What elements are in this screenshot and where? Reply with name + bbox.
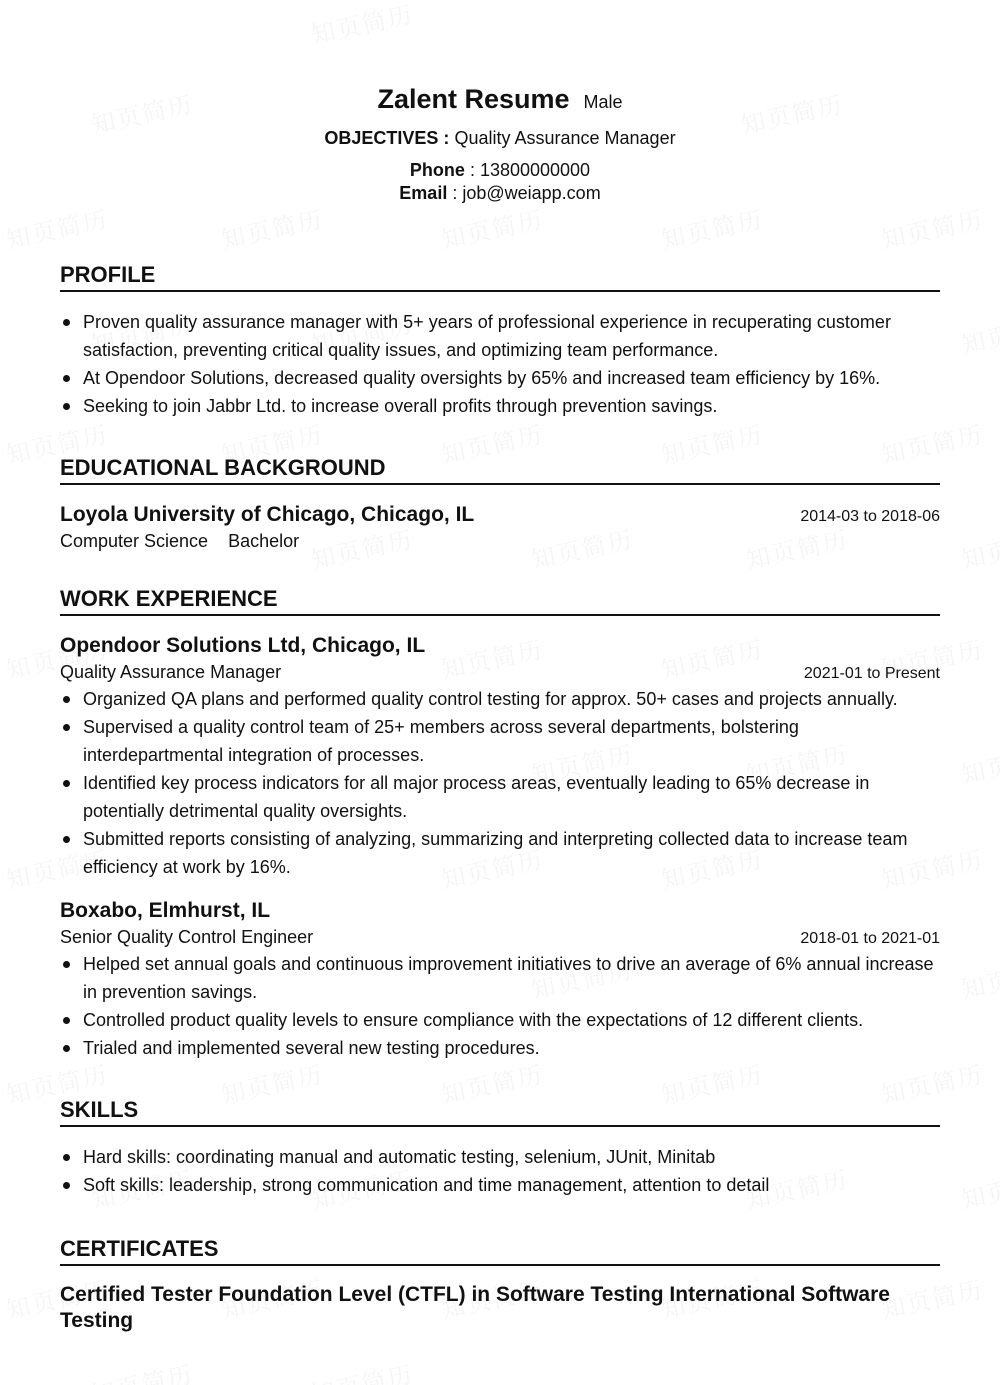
list-item: Trialed and implemented several new testing procedures.: [60, 1034, 940, 1062]
list-item: Seeking to join Jabbr Ltd. to increase overall profits through prevention savings.: [60, 392, 940, 420]
watermark: [957, 735, 1000, 791]
objective-line: [60, 125, 940, 151]
education-dates: 2014-03 to 2018-06: [800, 508, 940, 525]
phone-line: [60, 159, 940, 182]
resume-page: [60, 0, 940, 1334]
list-item: At Opendoor Solutions, decreased quality oversights by 65% and increased team efficiency by 16%.: [60, 364, 940, 392]
objective-value: Quality Assurance Manager: [454, 128, 676, 148]
job-duties: [60, 685, 940, 881]
education-section: [60, 454, 940, 553]
skills-section: [60, 1096, 940, 1199]
candidate-name: Zalent Resume: [377, 84, 570, 114]
job-entry: [60, 897, 940, 1062]
section-title-work: WORK EXPERIENCE: [60, 585, 940, 616]
phone-value: 13800000000: [479, 160, 591, 180]
watermark: [957, 305, 1000, 361]
certificate-item: Certified Tester Foundation Level (CTFL) in Software Testing International Software Testing: [60, 1283, 890, 1332]
list-item: Helped set annual goals and continuous improvement initiatives to drive an average of 6% annual increase in prevention savings.: [60, 950, 940, 1006]
phone-separator: :: [464, 160, 480, 180]
section-title-profile: PROFILE: [60, 261, 940, 292]
resume-header: [60, 0, 940, 205]
job-role-row: [60, 660, 940, 685]
job-duties: [60, 950, 940, 1062]
profile-list: [60, 308, 940, 420]
list-item: Identified key process indicators for all major process areas, eventually leading to 65% decrease in potentially detrimental quality oversights.: [60, 769, 940, 825]
job-role: Quality Assurance Manager: [60, 662, 282, 682]
company-name: Boxabo, Elmhurst, IL: [60, 899, 271, 922]
phone-label: Phone: [409, 160, 465, 180]
work-section: [60, 585, 940, 1062]
education-header-row: [60, 501, 940, 529]
list-item: Organized QA plans and performed quality control testing for approx. 50+ cases and projects annually.: [60, 685, 940, 713]
list-item: Hard skills: coordinating manual and automatic testing, selenium, JUnit, Minitab: [60, 1143, 940, 1171]
email-label: Email: [399, 183, 448, 203]
skills-list: [60, 1143, 940, 1199]
company-name: Opendoor Solutions Ltd, Chicago, IL: [60, 634, 426, 657]
education-major: Computer Science: [60, 531, 209, 551]
name-row: [60, 82, 940, 119]
objective-label: OBJECTIVES :: [324, 128, 450, 148]
candidate-gender: Male: [583, 92, 623, 112]
profile-section: [60, 261, 940, 420]
watermark: [957, 1160, 1000, 1216]
email-line: [60, 182, 940, 205]
list-item: Proven quality assurance manager with 5+ years of professional experience in recuperating customer satisfaction, preventing critical quality issues, and optimizing team performance.: [60, 308, 940, 364]
section-title-skills: SKILLS: [60, 1096, 940, 1127]
list-item: Supervised a quality control team of 25+ members across several departments, bolstering interdepartmental integration of processes.: [60, 713, 940, 769]
watermark: [957, 520, 1000, 576]
job-entry: [60, 632, 940, 881]
watermark: [87, 1355, 196, 1385]
school-name: Loyola University of Chicago, Chicago, IL: [60, 503, 475, 526]
list-item: Submitted reports consisting of analyzing, summarizing and interpreting collected data to increase team efficiency at work by 16%.: [60, 825, 940, 881]
job-dates: 2018-01 to 2021-01: [800, 930, 940, 947]
list-item: Soft skills: leadership, strong communication and time management, attention to detail: [60, 1171, 940, 1199]
job-dates: 2021-01 to Present: [803, 665, 940, 682]
email-separator: :: [447, 183, 463, 203]
section-title-certificates: CERTIFICATES: [60, 1235, 940, 1266]
watermark: [957, 950, 1000, 1006]
job-role: Senior Quality Control Engineer: [60, 927, 314, 947]
watermark: [307, 1355, 416, 1385]
job-role-row: [60, 925, 940, 950]
certificates-section: [60, 1235, 940, 1334]
section-title-education: EDUCATIONAL BACKGROUND: [60, 454, 940, 485]
email-value: job@weiapp.com: [462, 183, 601, 203]
education-degree: Bachelor: [228, 531, 300, 551]
education-details: [60, 529, 940, 553]
list-item: Controlled product quality levels to ensure compliance with the expectations of 12 different clients.: [60, 1006, 940, 1034]
